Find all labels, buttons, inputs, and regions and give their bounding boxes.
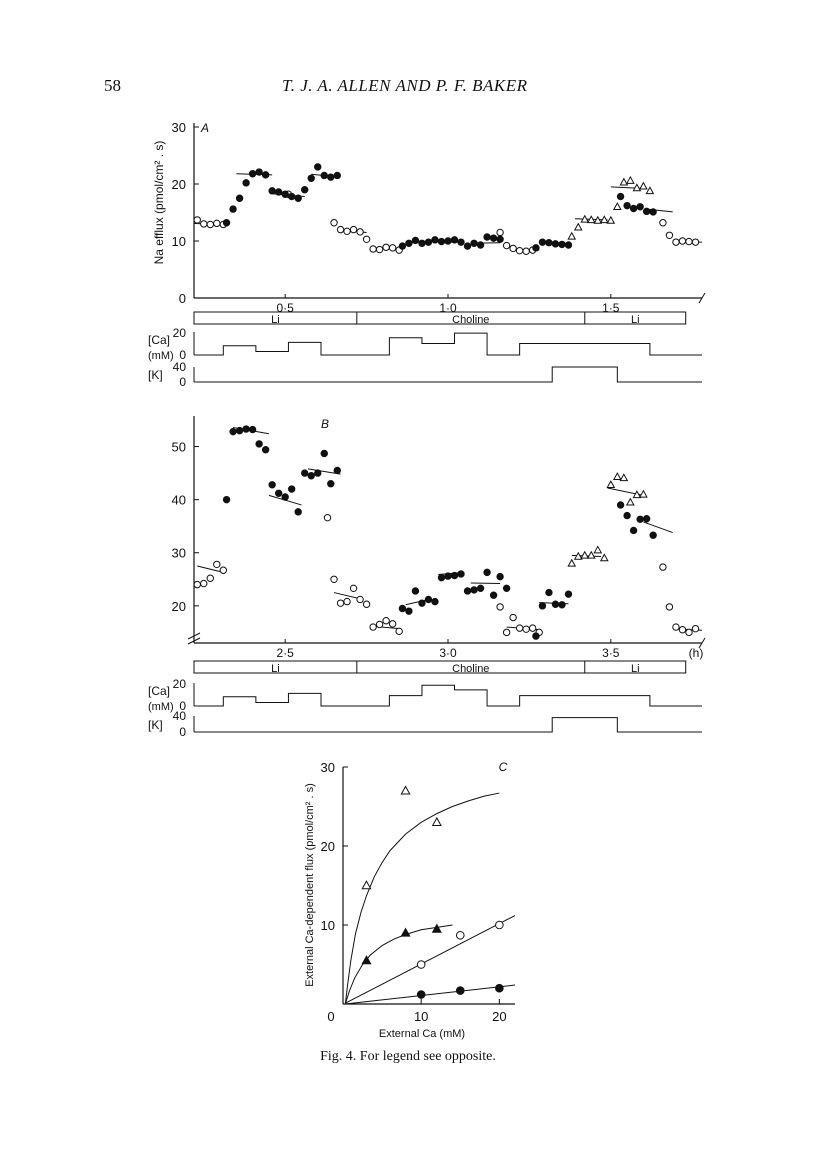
data-point-open-circle: [357, 229, 363, 235]
k-label: [K]: [148, 368, 163, 382]
panel-letter: A: [200, 121, 210, 135]
data-point-filled-circle: [308, 473, 314, 479]
data-point-filled-circle: [275, 189, 281, 195]
data-point-open-circle: [350, 585, 356, 591]
data-point-open-circle: [383, 244, 389, 250]
data-point-open-circle: [363, 601, 369, 607]
data-point-filled-circle: [308, 175, 314, 181]
data-point-filled-circle: [425, 239, 431, 245]
data-point-filled-circle: [315, 470, 321, 476]
data-point-open-triangle: [594, 546, 601, 552]
data-point-open-triangle: [640, 491, 647, 497]
data-point-open-circle: [331, 576, 337, 582]
data-point-open-circle: [686, 629, 692, 635]
data-point-open-circle: [331, 220, 337, 226]
data-point-open-circle: [673, 624, 679, 630]
data-point-filled-triangle: [401, 929, 409, 937]
data-point-open-circle: [370, 624, 376, 630]
ca-label: [Ca]: [148, 684, 171, 698]
y-tick-label: 10: [320, 918, 335, 933]
data-point-open-circle: [503, 242, 509, 248]
data-point-filled-circle: [458, 571, 464, 577]
k-trace: [194, 367, 702, 382]
data-point-filled-circle: [497, 236, 503, 242]
y-tick-label: 10: [171, 234, 186, 249]
data-point-open-triangle: [646, 187, 653, 193]
data-point-filled-circle: [630, 527, 636, 533]
data-point-filled-circle: [643, 208, 649, 214]
data-point-open-circle: [201, 221, 207, 227]
data-point-open-circle: [692, 239, 698, 245]
data-point-filled-circle: [624, 512, 630, 518]
data-point-filled-circle: [546, 240, 552, 246]
x-tick-label: 10: [413, 1009, 429, 1024]
data-point-open-circle: [497, 229, 503, 235]
panel-a: [148, 120, 705, 389]
data-point-open-circle: [207, 221, 213, 227]
data-point-filled-circle: [552, 601, 558, 607]
data-point-filled-circle: [624, 202, 630, 208]
data-point-open-circle: [523, 248, 529, 254]
data-point-filled-circle: [552, 241, 558, 247]
data-point-filled-circle: [471, 240, 477, 246]
data-point-filled-circle: [484, 234, 490, 240]
data-point-open-circle: [523, 626, 529, 632]
data-point-filled-circle: [559, 602, 565, 608]
data-point-filled-circle: [399, 605, 405, 611]
data-point-filled-circle: [417, 991, 425, 999]
data-point-open-circle: [389, 621, 395, 627]
data-point-filled-circle: [650, 532, 656, 538]
data-point-open-circle: [456, 931, 464, 939]
data-point-filled-circle: [432, 237, 438, 243]
data-point-filled-circle: [503, 585, 509, 591]
data-point-filled-circle: [617, 502, 623, 508]
panel-letter: B: [320, 417, 330, 431]
data-point-open-triangle: [568, 560, 575, 566]
data-point-open-circle: [214, 561, 220, 567]
data-point-filled-circle: [451, 572, 457, 578]
ca-tick-label: 0: [179, 699, 186, 713]
data-point-open-circle: [686, 238, 692, 244]
ca-trace: [194, 685, 702, 706]
data-point-open-triangle: [627, 499, 634, 505]
data-point-filled-circle: [438, 238, 444, 244]
data-point-open-triangle: [568, 233, 575, 239]
fit-curve-open-triangle: [345, 793, 499, 1004]
data-point-filled-circle: [650, 209, 656, 215]
mean-line: [471, 583, 500, 584]
data-point-filled-circle: [496, 984, 504, 992]
y-tick-label: 30: [320, 760, 335, 775]
y-axis-label: Na efflux (pmol/cm² . s): [152, 140, 166, 265]
data-point-open-circle: [337, 226, 343, 232]
data-point-filled-circle: [559, 241, 565, 247]
solution-bar: [194, 661, 686, 673]
data-point-open-circle: [376, 246, 382, 252]
data-point-open-triangle: [640, 183, 647, 189]
data-point-filled-circle: [490, 592, 496, 598]
data-point-filled-circle: [406, 608, 412, 614]
data-point-open-circle: [214, 220, 220, 226]
data-point-filled-circle: [464, 588, 470, 594]
data-point-open-triangle: [401, 786, 409, 794]
ca-trace: [194, 333, 702, 355]
data-point-open-triangle: [614, 203, 621, 209]
data-point-filled-circle: [328, 174, 334, 180]
data-point-filled-circle: [406, 240, 412, 246]
data-point-filled-circle: [471, 587, 477, 593]
data-point-filled-circle: [295, 509, 301, 515]
data-point-open-circle: [363, 236, 369, 242]
data-point-filled-circle: [302, 187, 308, 193]
data-point-open-triangle: [620, 179, 627, 185]
data-point-open-circle: [389, 245, 395, 251]
data-point-filled-circle: [432, 598, 438, 604]
solution-label: Li: [630, 663, 640, 675]
data-point-filled-circle: [262, 447, 268, 453]
data-point-filled-circle: [243, 426, 249, 432]
data-point-open-circle: [516, 247, 522, 253]
data-point-filled-circle: [456, 987, 464, 995]
data-point-open-circle: [496, 921, 504, 929]
data-point-open-circle: [503, 629, 509, 635]
page-number: 58: [104, 76, 121, 95]
data-point-filled-circle: [269, 188, 275, 194]
data-point-open-triangle: [627, 177, 634, 183]
data-point-filled-circle: [565, 242, 571, 248]
ca-label: [Ca]: [148, 333, 171, 347]
data-point-filled-circle: [458, 239, 464, 245]
data-point-open-circle: [350, 226, 356, 232]
data-point-filled-circle: [637, 516, 643, 522]
data-point-open-circle: [497, 604, 503, 610]
data-point-filled-circle: [419, 240, 425, 246]
ca-unit-label: (mM): [148, 350, 174, 362]
data-point-filled-circle: [315, 164, 321, 170]
data-point-filled-circle: [445, 573, 451, 579]
data-point-filled-circle: [249, 426, 255, 432]
data-point-open-triangle: [607, 481, 614, 487]
k-tick-label: 40: [172, 709, 186, 723]
y-tick-label: 40: [171, 492, 186, 508]
data-point-open-circle: [194, 581, 200, 587]
x-tick-label: 1·5: [602, 301, 620, 315]
data-point-open-triangle: [433, 818, 441, 826]
x-unit-label: (h): [688, 646, 704, 660]
data-point-open-circle: [510, 245, 516, 251]
data-point-open-circle: [396, 628, 402, 634]
solution-label: Li: [271, 314, 280, 326]
data-point-open-circle: [417, 961, 425, 969]
data-point-filled-circle: [230, 428, 236, 434]
data-point-filled-circle: [643, 516, 649, 522]
y-tick-label: 30: [171, 545, 186, 561]
ca-tick-label: 20: [172, 677, 186, 691]
data-point-filled-circle: [412, 588, 418, 594]
data-point-open-triangle: [620, 474, 627, 480]
data-point-open-triangle: [581, 552, 588, 558]
data-point-filled-circle: [399, 243, 405, 249]
data-point-filled-circle: [256, 169, 262, 175]
solution-label: Choline: [452, 314, 490, 326]
data-point-filled-circle: [497, 573, 503, 579]
data-point-filled-circle: [288, 486, 294, 492]
data-point-filled-circle: [425, 596, 431, 602]
data-point-open-triangle: [575, 224, 582, 230]
data-point-open-triangle: [607, 217, 614, 223]
data-point-filled-circle: [321, 172, 327, 178]
data-point-filled-circle: [302, 470, 308, 476]
y-axis-label: External Ca-dependent flux (pmol/cm² . s): [304, 783, 316, 987]
data-point-open-circle: [201, 580, 207, 586]
running-head: T. J. A. ALLEN AND P. F. BAKER: [282, 76, 528, 95]
data-point-open-circle: [679, 627, 685, 633]
data-point-open-triangle: [601, 554, 608, 560]
data-point-filled-circle: [477, 242, 483, 248]
k-tick-label: 0: [179, 375, 186, 389]
data-point-filled-circle: [275, 490, 281, 496]
data-point-filled-circle: [243, 180, 249, 186]
x-tick-label: 20: [492, 1009, 507, 1024]
data-point-filled-triangle: [433, 925, 441, 933]
data-point-filled-circle: [539, 239, 545, 245]
data-point-filled-circle: [637, 204, 643, 210]
data-point-filled-circle: [256, 441, 262, 447]
data-point-filled-circle: [533, 633, 539, 639]
data-point-filled-circle: [464, 243, 470, 249]
mean-line: [643, 522, 672, 533]
data-point-filled-circle: [565, 591, 571, 597]
data-point-open-circle: [516, 625, 522, 631]
data-point-filled-circle: [451, 237, 457, 243]
data-point-open-circle: [207, 575, 213, 581]
x-tick-label: 0·5: [276, 301, 294, 315]
data-point-filled-circle: [438, 574, 444, 580]
panel-c: [304, 760, 515, 1040]
data-point-open-circle: [529, 625, 535, 631]
solution-label: Li: [630, 314, 640, 326]
data-point-filled-circle: [630, 205, 636, 211]
data-point-filled-circle: [321, 450, 327, 456]
data-point-filled-circle: [288, 193, 294, 199]
data-point-filled-circle: [328, 481, 334, 487]
data-point-filled-circle: [533, 245, 539, 251]
data-point-open-circle: [692, 625, 698, 631]
data-point-open-circle: [376, 621, 382, 627]
x-axis-label: External Ca (mM): [378, 1028, 466, 1040]
x-tick-label: 3·0: [439, 646, 457, 660]
data-point-open-circle: [660, 564, 666, 570]
data-point-filled-circle: [230, 206, 236, 212]
k-tick-label: 40: [172, 360, 186, 374]
data-point-filled-circle: [282, 191, 288, 197]
data-point-filled-triangle: [362, 956, 370, 964]
data-point-filled-circle: [484, 569, 490, 575]
data-point-open-circle: [344, 228, 350, 234]
data-point-open-circle: [324, 514, 330, 520]
ca-unit-label: (mM): [148, 701, 174, 713]
data-point-filled-circle: [334, 172, 340, 178]
data-point-filled-circle: [249, 171, 255, 177]
x-tick-label: 0: [327, 1009, 335, 1024]
k-trace: [194, 718, 702, 732]
figure-caption: Fig. 4. For legend see opposite.: [320, 1049, 496, 1064]
data-point-open-circle: [357, 596, 363, 602]
data-point-open-circle: [344, 598, 350, 604]
data-point-filled-circle: [334, 467, 340, 473]
k-label: [K]: [148, 718, 163, 732]
data-point-filled-circle: [223, 220, 229, 226]
data-point-filled-circle: [236, 427, 242, 433]
fit-curve-filled-triangle: [345, 925, 452, 1004]
data-point-filled-circle: [412, 237, 418, 243]
data-point-filled-circle: [539, 603, 545, 609]
data-point-filled-circle: [546, 589, 552, 595]
panel-b: [148, 416, 705, 739]
data-point-open-circle: [194, 217, 200, 223]
data-point-open-triangle: [588, 552, 595, 558]
data-point-open-circle: [679, 238, 685, 244]
x-tick-label: 1·0: [439, 301, 457, 315]
data-point-filled-circle: [282, 494, 288, 500]
ca-tick-label: 20: [172, 326, 186, 340]
data-point-open-triangle: [614, 473, 621, 479]
solution-label: Li: [271, 663, 280, 675]
x-tick-label: 2·5: [276, 646, 294, 660]
data-point-open-circle: [510, 614, 516, 620]
fit-curve-filled-circle: [345, 985, 515, 1004]
data-point-open-triangle: [362, 881, 370, 889]
x-tick-label: 3·5: [602, 646, 620, 660]
y-tick-label: 0: [178, 291, 186, 306]
k-tick-label: 0: [179, 725, 186, 739]
data-point-open-circle: [370, 246, 376, 252]
data-point-filled-circle: [236, 195, 242, 201]
panel-letter: C: [498, 760, 508, 774]
ca-tick-label: 0: [179, 348, 186, 362]
data-point-open-circle: [673, 239, 679, 245]
y-tick-label: 20: [171, 598, 186, 614]
data-point-open-triangle: [633, 184, 640, 190]
data-point-filled-circle: [295, 195, 301, 201]
data-point-open-circle: [660, 220, 666, 226]
y-tick-label: 20: [320, 839, 335, 854]
data-point-filled-circle: [477, 585, 483, 591]
data-point-filled-circle: [269, 482, 275, 488]
data-point-open-circle: [383, 618, 389, 624]
data-point-open-circle: [220, 567, 226, 573]
data-point-open-circle: [666, 604, 672, 610]
solution-label: Choline: [452, 663, 490, 675]
data-point-filled-circle: [223, 496, 229, 502]
data-point-filled-circle: [419, 600, 425, 606]
y-tick-label: 30: [171, 120, 186, 135]
data-point-open-circle: [337, 600, 343, 606]
data-point-filled-circle: [445, 238, 451, 244]
data-point-filled-circle: [262, 172, 268, 178]
y-tick-label: 20: [171, 177, 186, 192]
data-point-filled-circle: [490, 235, 496, 241]
data-point-filled-circle: [617, 193, 623, 199]
data-point-open-circle: [666, 232, 672, 238]
y-tick-label: 50: [171, 439, 186, 455]
